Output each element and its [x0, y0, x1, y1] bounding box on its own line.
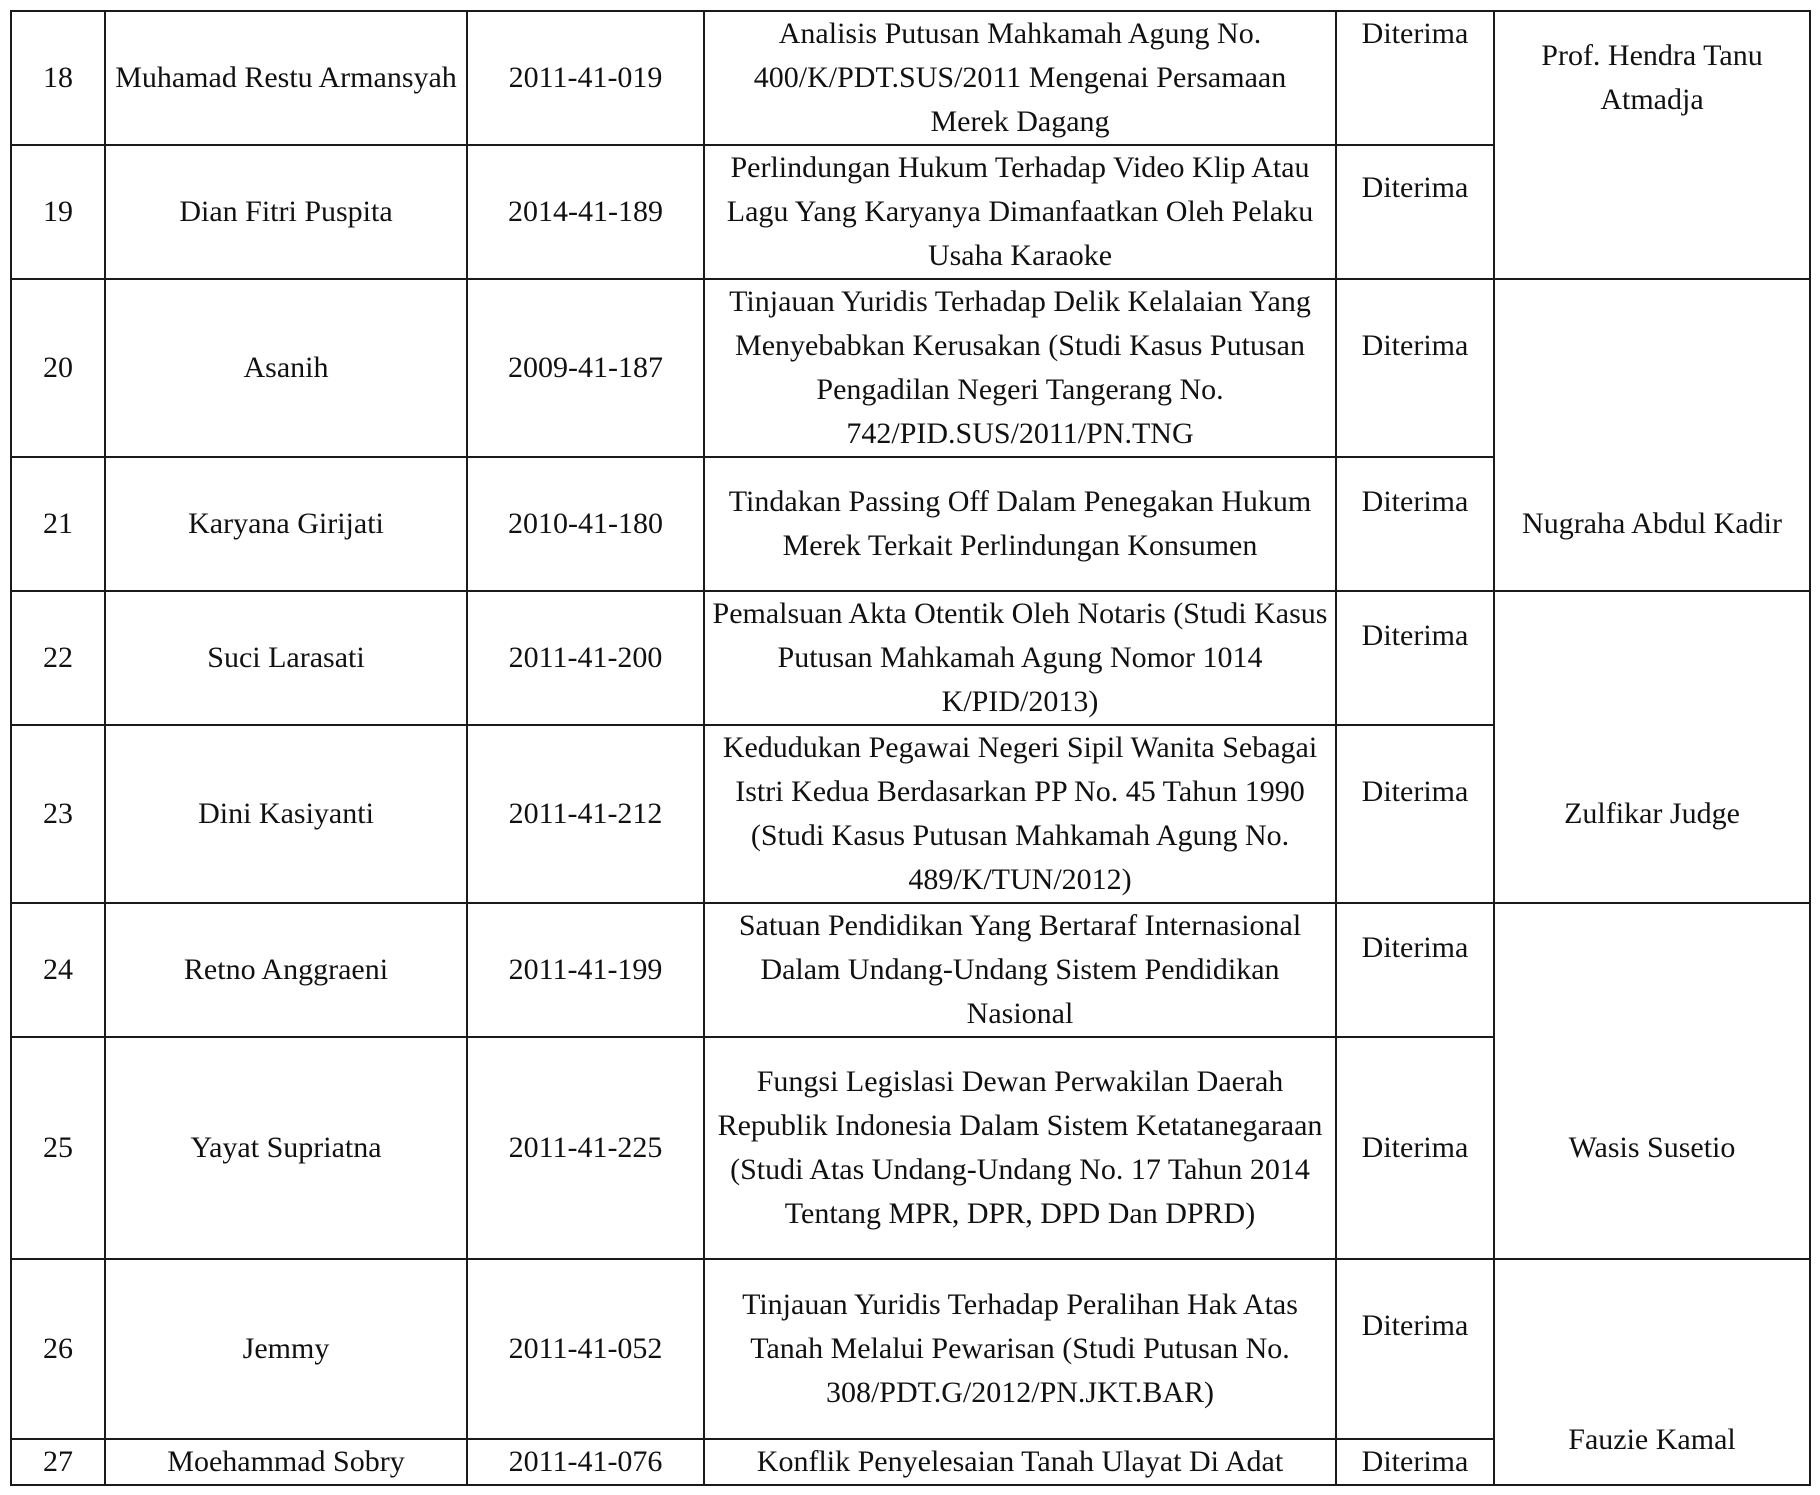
student-name: Muhamad Restu Armansyah: [105, 11, 467, 145]
status-cell: Diterima: [1336, 457, 1494, 591]
student-id: 2011-41-225: [467, 1037, 704, 1259]
status-cell: Diterima: [1336, 279, 1494, 457]
advisor-cell: Wasis Susetio: [1494, 903, 1810, 1259]
thesis-title: Tinjauan Yuridis Terhadap Peralihan Hak Atas Tanah Melalui Pewarisan (Studi Putusan No. 308/PDT.G/2012/PN.JKT.BAR): [704, 1259, 1336, 1439]
thesis-title: Kedudukan Pegawai Negeri Sipil Wanita Sebagai Istri Kedua Berdasarkan PP No. 45 Tahun 1990 (Studi Kasus Putusan Mahkamah Agung No. 489/K/TUN/2012): [704, 725, 1336, 903]
thesis-title: Konflik Penyelesaian Tanah Ulayat Di Adat: [704, 1439, 1336, 1485]
row-number: 23: [11, 725, 105, 903]
thesis-table: [10, 10, 1811, 1486]
row-number: 19: [11, 145, 105, 279]
advisor-cell: Prof. Hendra Tanu Atmadja: [1494, 11, 1810, 279]
status-cell: Diterima: [1336, 145, 1494, 279]
row-number: 27: [11, 1439, 105, 1485]
table-row: [11, 1259, 1810, 1439]
student-name: Dian Fitri Puspita: [105, 145, 467, 279]
thesis-title: Tindakan Passing Off Dalam Penegakan Hukum Merek Terkait Perlindungan Konsumen: [704, 457, 1336, 591]
status-cell: Diterima: [1336, 591, 1494, 725]
status-cell: Diterima: [1336, 725, 1494, 903]
student-name: Dini Kasiyanti: [105, 725, 467, 903]
thesis-title: Analisis Putusan Mahkamah Agung No. 400/K/PDT.SUS/2011 Mengenai Persamaan Merek Dagang: [704, 11, 1336, 145]
student-name: Yayat Supriatna: [105, 1037, 467, 1259]
student-name: Jemmy: [105, 1259, 467, 1439]
student-name: Karyana Girijati: [105, 457, 467, 591]
student-id: 2011-41-019: [467, 11, 704, 145]
student-id: 2011-41-076: [467, 1439, 704, 1485]
thesis-title: Fungsi Legislasi Dewan Perwakilan Daerah Republik Indonesia Dalam Sistem Ketatanegaraan (Studi Atas Undang-Undang No. 17 Tahun 2014 Tentang MPR, DPR, DPD Dan DPRD): [704, 1037, 1336, 1259]
table-row: [11, 279, 1810, 457]
row-number: 22: [11, 591, 105, 725]
thesis-title: Satuan Pendidikan Yang Bertaraf Internasional Dalam Undang-Undang Sistem Pendidikan Nasional: [704, 903, 1336, 1037]
status-cell: Diterima: [1336, 903, 1494, 1037]
status-cell: Diterima: [1336, 1259, 1494, 1439]
student-name: Suci Larasati: [105, 591, 467, 725]
table-row: [11, 591, 1810, 725]
advisor-cell: Fauzie Kamal: [1494, 1259, 1810, 1485]
row-number: 18: [11, 11, 105, 145]
advisor-cell: Zulfikar Judge: [1494, 591, 1810, 903]
thesis-title: Perlindungan Hukum Terhadap Video Klip Atau Lagu Yang Karyanya Dimanfaatkan Oleh Pelaku Usaha Karaoke: [704, 145, 1336, 279]
advisor-cell: Nugraha Abdul Kadir: [1494, 279, 1810, 591]
student-id: 2014-41-189: [467, 145, 704, 279]
row-number: 26: [11, 1259, 105, 1439]
student-id: 2009-41-187: [467, 279, 704, 457]
row-number: 25: [11, 1037, 105, 1259]
student-id: 2010-41-180: [467, 457, 704, 591]
row-number: 20: [11, 279, 105, 457]
status-cell: Diterima: [1336, 11, 1494, 145]
status-cell: Diterima: [1336, 1037, 1494, 1259]
table-row: [11, 903, 1810, 1037]
table-row: [11, 11, 1810, 145]
student-id: 2011-41-212: [467, 725, 704, 903]
student-id: 2011-41-200: [467, 591, 704, 725]
row-number: 21: [11, 457, 105, 591]
student-id: 2011-41-199: [467, 903, 704, 1037]
student-name: Retno Anggraeni: [105, 903, 467, 1037]
student-id: 2011-41-052: [467, 1259, 704, 1439]
thesis-title: Tinjauan Yuridis Terhadap Delik Kelalaian Yang Menyebabkan Kerusakan (Studi Kasus Putusan Pengadilan Negeri Tangerang No. 742/PID.SUS/2011/PN.TNG: [704, 279, 1336, 457]
status-cell: Diterima: [1336, 1439, 1494, 1485]
student-name: Moehammad Sobry: [105, 1439, 467, 1485]
row-number: 24: [11, 903, 105, 1037]
thesis-title: Pemalsuan Akta Otentik Oleh Notaris (Studi Kasus Putusan Mahkamah Agung Nomor 1014 K/PID/2013): [704, 591, 1336, 725]
student-name: Asanih: [105, 279, 467, 457]
